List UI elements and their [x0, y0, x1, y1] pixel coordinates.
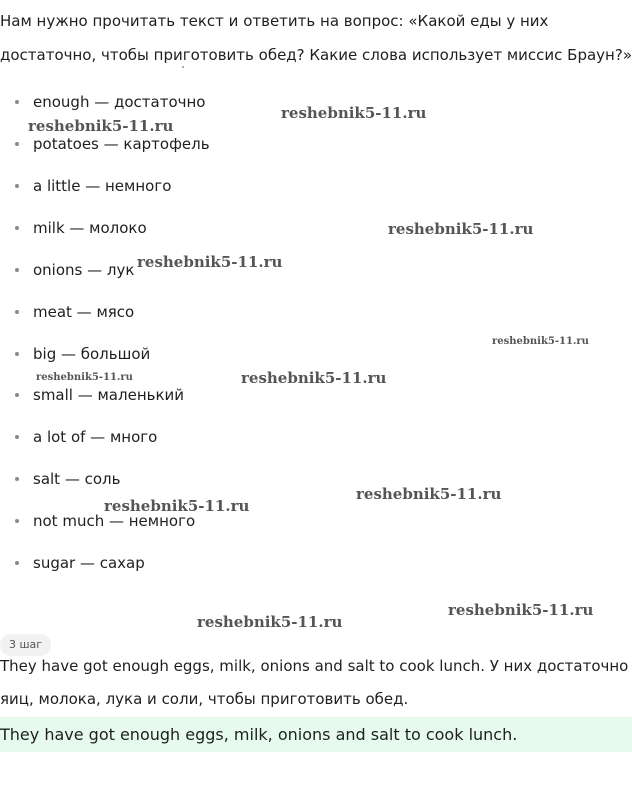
bullet-icon: [15, 100, 19, 104]
bullet-icon: [15, 142, 19, 146]
watermark: reshebnik5-11.ru: [492, 336, 589, 347]
watermark: reshebnik5-11.ru: [137, 253, 283, 271]
vocab-entry: enough — достаточно: [33, 93, 206, 111]
bullet-icon: [15, 352, 19, 356]
watermark: reshebnik5-11.ru: [281, 104, 427, 122]
question-paragraph: Нам нужно прочитать текст и ответить на вопрос: «Какой еды у них достаточно, чтобы приготовить обед? Какие слова использует миссис Браун?»: [0, 12, 632, 64]
bullet-icon: [15, 519, 19, 523]
stray-dot: [182, 66, 184, 68]
watermark: reshebnik5-11.ru: [241, 369, 387, 387]
vocab-entry: meat — мясо: [33, 303, 135, 321]
step-badge: 3 шаг: [0, 634, 51, 656]
bullet-icon: [15, 561, 19, 565]
vocab-entry: sugar — сахар: [33, 554, 145, 572]
watermark: reshebnik5-11.ru: [388, 220, 534, 238]
vocab-entry: salt — соль: [33, 470, 121, 488]
vocab-entry: onions — лук: [33, 261, 135, 279]
vocab-entry: a little — немного: [33, 177, 172, 195]
vocab-entry: small — маленький: [33, 386, 185, 404]
watermark: reshebnik5-11.ru: [28, 117, 174, 135]
watermark: reshebnik5-11.ru: [448, 601, 594, 619]
vocab-entry: big — большой: [33, 345, 151, 363]
watermark: reshebnik5-11.ru: [197, 613, 343, 631]
watermark: reshebnik5-11.ru: [356, 485, 502, 503]
answer-paragraph: They have got enough eggs, milk, onions and salt to cook lunch. У них достаточно яиц, молока, лука и соли, чтобы приготовить обед.: [0, 657, 629, 708]
vocab-entry: not much — немного: [33, 512, 196, 530]
answer-highlight: They have got enough eggs, milk, onions and salt to cook lunch.: [0, 717, 632, 752]
bullet-icon: [15, 226, 19, 230]
watermark: reshebnik5-11.ru: [36, 372, 133, 383]
bullet-icon: [15, 268, 19, 272]
bullet-icon: [15, 310, 19, 314]
bullet-icon: [15, 435, 19, 439]
vocab-entry: potatoes — картофель: [33, 135, 210, 153]
bullet-icon: [15, 477, 19, 481]
watermark: reshebnik5-11.ru: [104, 497, 250, 515]
vocab-entry: milk — молоко: [33, 219, 147, 237]
vocab-entry: a lot of — много: [33, 428, 158, 446]
bullet-icon: [15, 393, 19, 397]
bullet-icon: [15, 184, 19, 188]
